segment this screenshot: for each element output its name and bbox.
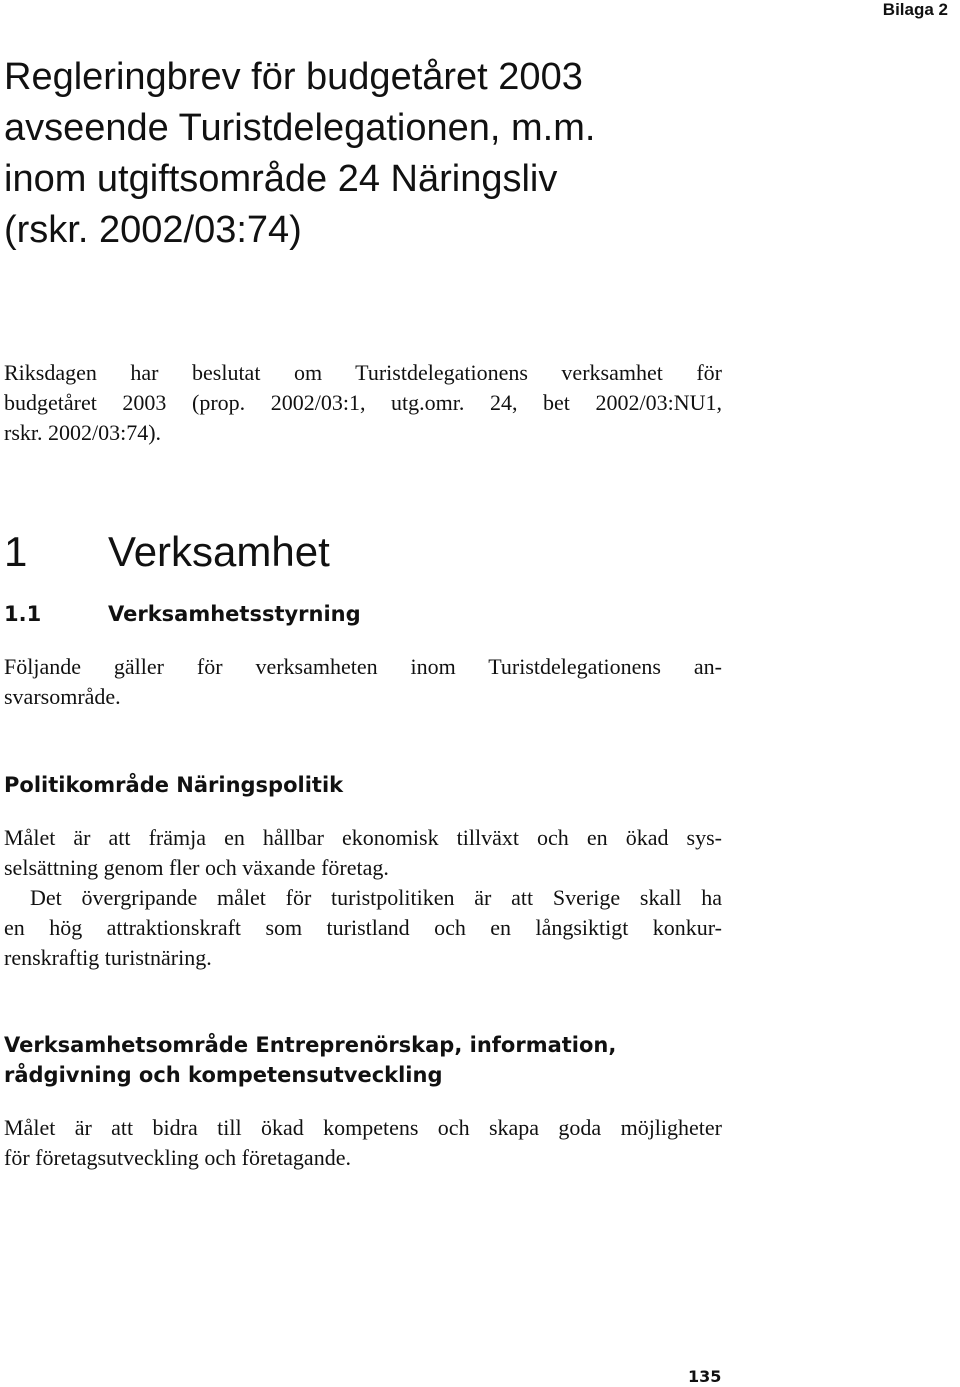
page-title-line: (rskr. 2002/03:74)	[4, 209, 302, 251]
attachment-label: Bilaga 2	[882, 0, 948, 19]
chapter-heading	[4, 525, 330, 579]
intro-line: budgetåret 2003 (prop. 2002/03:1, utg.omr. 24, bet 2002/03:NU1,	[4, 390, 722, 415]
section-heading	[4, 598, 361, 630]
page-title-line: Regleringbrev för budgetåret 2003	[4, 56, 583, 98]
intro-paragraph	[4, 358, 722, 448]
chapter-title: Verksamhet	[108, 528, 330, 575]
politikomrade-line: renskraftig turistnäring.	[4, 945, 212, 970]
page-title	[4, 52, 724, 256]
verksamhetsomrade-line: Målet är att bidra till ökad kompetens och skapa goda möjligheter	[4, 1115, 722, 1140]
verksamhetsomrade-heading-line: rådgivning och kompetensutveckling	[4, 1063, 443, 1087]
politikomrade-heading: Politikområde Näringspolitik	[4, 773, 344, 797]
politikomrade-line: selsättning genom fler och växande företag.	[4, 855, 389, 880]
verksamhetsomrade-heading	[4, 1030, 616, 1090]
page-number: 135	[688, 1367, 722, 1386]
chapter-number: 1	[4, 528, 28, 575]
verksamhetsomrade-line: för företagsutveckling och företagande.	[4, 1145, 351, 1170]
intro-line: Riksdagen har beslutat om Turistdelegationens verksamhet för	[4, 360, 722, 385]
section-number: 1.1	[4, 602, 42, 626]
verksamhetsomrade-paragraph	[4, 1113, 722, 1173]
politikomrade-body	[4, 823, 722, 973]
page-title-line: inom utgiftsområde 24 Näringsliv	[4, 158, 558, 200]
politikomrade-line: en hög attraktionskraft som turistland och en långsiktigt konkur-	[4, 915, 722, 940]
intro-line: rskr. 2002/03:74).	[4, 420, 162, 445]
politikomrade-line: Målet är att främja en hållbar ekonomisk tillväxt och en ökad sys-	[4, 825, 722, 850]
verksamhetsomrade-heading-line: Verksamhetsområde Entreprenörskap, information,	[4, 1033, 617, 1057]
section-intro-line: Följande gäller för verksamheten inom Turistdelegationens an-	[4, 654, 722, 679]
section-intro-paragraph	[4, 652, 722, 712]
section-title: Verksamhetsstyrning	[108, 602, 361, 626]
politikomrade-line: Det övergripande målet för turistpolitiken är att Sverige skall ha	[30, 885, 722, 910]
page-title-line: avseende Turistdelegationen, m.m.	[4, 107, 596, 149]
section-intro-line: svarsområde.	[4, 684, 121, 709]
